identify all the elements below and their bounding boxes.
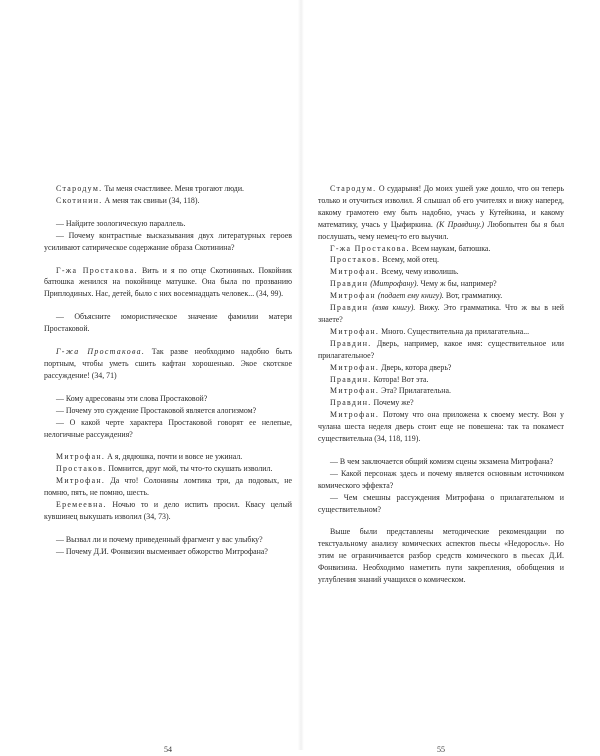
dialogue-line: Простаков. Помнится, друг мой, ты что-то скушать изволил. [56, 464, 273, 474]
dialogue-line: Г-жа Простакова. Так разве необходимо надобно быть портным, чтобы уметь сшить кафтан хорошенько. Экое скотское рассуждение! (34, 71) [44, 347, 292, 380]
dialogue-line: Правдин. Почему же? [330, 398, 414, 408]
dialogue-line: Г-жа Простакова. Всем наукам, батюшка. [330, 243, 491, 253]
book-gutter [298, 0, 304, 750]
dialogue-line: Митрофан. Потому что она приложена к своему месту. Вон у чулана шеста неделя дверь стоит еще не повешена: так та покамест существительна (34, 118, 119). [318, 410, 564, 444]
question: — Вызвал ли и почему приведенный фрагмент у вас улыбку? [56, 534, 263, 544]
dialogue-line: Стародум. О сударыня! До моих ушей уже дошло, что он теперь только и отучиться изволил. Я слышал об его учителях и вижу наперед, какому грамотею ему быть надобно, учась у Кутейкина, и какому математику, учась у Цыфиркина. (К Правдину.) Любопытен бы я был послушать, чему немец-то его выучил. [318, 184, 565, 241]
left-page [44, 183, 292, 754]
question: — Почему Д.И. Фонвизин высмеивает обжорство Митрофана? [56, 546, 268, 556]
summary-paragraph: Выше были представлены методические рекомендации по текстуальному анализу комических аспектов пьесы «Недоросль». Но этим не ограничивается разбор средств комического в пьесах Д.И. Фонвизина. Необходимо наметить пути закрепления, обобщения и углубления знаний учащихся о комическом. [318, 527, 564, 585]
question: — Объясните юмористическое значение фамилии матери Простаковой. [44, 312, 292, 334]
dialogue-line: Правдин. Котора! Вот эта. [330, 374, 429, 384]
question: — О какой черте характера Простаковой говорят ее нелепые, нелогичные рассуждения? [44, 417, 292, 439]
question: — Кому адресованы эти слова Простаковой? [56, 393, 208, 403]
dialogue-line: Скотинин. А меня так свиньи (34, 118). [56, 195, 200, 205]
dialogue-line: Митрофан. Всему, чему изволишь. [330, 267, 459, 277]
question: — Почему это суждение Простаковой является алогизмом? [56, 405, 257, 415]
dialogue-line: Митрофан (подает ему книгу). Вот, грамматику. [330, 291, 503, 301]
dialogue-line: Правдин. Дверь, например, какое имя: существительное или прилагательное? [318, 338, 564, 360]
question: — В чем заключается общий комизм сцены экзамена Митрофана? [330, 456, 554, 466]
question: — Почему контрастные высказывания двух литературных героев усиливают сатирическое содержание образа Скотинина? [44, 230, 292, 252]
question: — Найдите зоологическую параллель. [56, 218, 186, 228]
question: — Какой персонаж здесь и почему является основным источником комического эффекта? [318, 468, 564, 490]
dialogue-line: Еремеевна. Ночью то и дело испить просил. Квасу целый кувшинец выкушать изволил (34, 73). [44, 500, 292, 521]
dialogue-line: Г-жа Простакова. Вить и я по отце Скотининых. Покойник батюшка женился на покойнице матушке. Она была по прозванию Приплодиных. Нас, детей, было с них восемнадцать человек... (34, 99). [44, 265, 292, 299]
question: — Чем смешны рассуждения Митрофана о прилагательном и существительном? [318, 492, 564, 514]
right-page [318, 183, 565, 754]
dialogue-line: Стародум. Ты меня счастливее. Меня трогают люди. [56, 184, 245, 193]
page-number: 54 [164, 745, 172, 754]
dialogue-line: Митрофан. А я, дядюшка, почти и вовсе не ужинал. [56, 452, 243, 462]
dialogue-line: Митрофан. Да что! Солонины ломтика три, да подовых, не помню, пять, не помню, шесть. [44, 476, 292, 498]
dialogue-line: Митрофан. Много. Существительна да прилагательна... [330, 326, 530, 336]
dialogue-line: Митрофан. Эта? Прилагательна. [330, 386, 451, 396]
dialogue-line: Простаков. Всему, мой отец. [330, 255, 439, 265]
dialogue-line: Правдин (взяв книгу). Вижу. Это грамматика. Что ж вы в ней знаете? [318, 303, 564, 324]
dialogue-line: Митрофан. Дверь, котора дверь? [330, 362, 452, 372]
page-number: 55 [437, 745, 445, 754]
dialogue-line: Правдин (Митрофану). Чему ж бы, например? [330, 279, 497, 289]
